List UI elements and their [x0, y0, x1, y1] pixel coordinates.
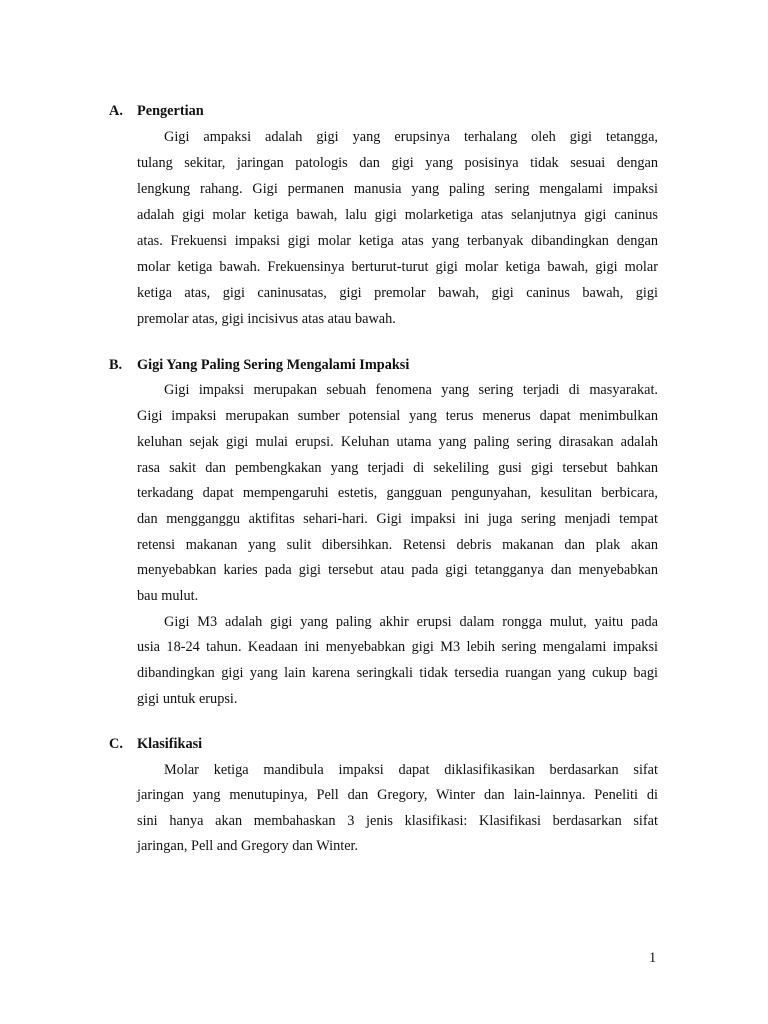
section-a-line: ketiga atas, gigi caninusatas, gigi premolar bawah, gigi caninus bawah, gigi — [137, 285, 658, 301]
section-b-line: usia 18-24 tahun. Keadaan ini menyebabkan gigi M3 lebih sering mengalami impaksi — [137, 639, 658, 655]
section-b-line: rasa sakit dan pembengkakan yang terjadi di sekeliling gusi gigi tersebut bahkan — [137, 460, 658, 476]
section-c-letter: C. — [109, 736, 123, 752]
section-b-line: retensi makanan yang sulit dibersihkan. Retensi debris makanan dan plak akan — [137, 537, 658, 553]
section-a-line: tulang sekitar, jaringan patologis dan gigi yang posisinya tidak sesuai dengan — [137, 155, 658, 171]
section-a-line: molar ketiga bawah. Frekuensinya berturut-turut gigi molar ketiga bawah, gigi molar — [137, 259, 658, 275]
section-b-line: Gigi impaksi merupakan sumber potensial yang terus menerus dapat menimbulkan — [137, 408, 658, 424]
section-a-line: atas. Frekuensi impaksi gigi molar ketiga atas yang terbanyak dibandingkan dengan — [137, 233, 658, 249]
section-a-line: adalah gigi molar ketiga bawah, lalu gigi molarketiga atas selanjutnya gigi caninus — [137, 207, 658, 223]
page-number: 1 — [649, 950, 657, 966]
section-b-line: dibandingkan gigi yang lain karena seringkali tidak tersedia ruangan yang cukup bagi — [137, 665, 658, 681]
section-b-line: dan mengganggu aktifitas sehari-hari. Gigi impaksi ini juga sering menjadi tempat — [137, 511, 658, 527]
section-c-line: Molar ketiga mandibula impaksi dapat diklasifikasikan berdasarkan sifat — [164, 762, 658, 778]
section-b-line: keluhan sejak gigi mulai erupsi. Keluhan utama yang paling sering dirasakan adalah — [137, 434, 658, 450]
section-c-title: Klasifikasi — [137, 736, 203, 752]
section-a-line: premolar atas, gigi incisivus atas atau bawah. — [137, 311, 396, 327]
section-b-line: menyebabkan karies pada gigi tersebut atau pada gigi tetangganya dan menyebabkan — [137, 562, 658, 578]
section-b-line: gigi untuk erupsi. — [137, 691, 238, 707]
section-c-line: jaringan, Pell and Gregory dan Winter. — [137, 838, 359, 854]
section-b-line: bau mulut. — [137, 588, 199, 604]
section-b-letter: B. — [109, 357, 123, 373]
section-a-line: Gigi ampaksi adalah gigi yang erupsinya terhalang oleh gigi tetangga, — [164, 129, 658, 145]
section-a-line: lengkung rahang. Gigi permanen manusia yang paling sering mengalami impaksi — [137, 181, 658, 197]
section-b-title: Gigi Yang Paling Sering Mengalami Impaksi — [137, 357, 410, 373]
section-c-line: sini hanya akan membahaskan 3 jenis klasifikasi: Klasifikasi berdasarkan sifat — [137, 813, 658, 829]
section-b-line: Gigi M3 adalah gigi yang paling akhir erupsi dalam rongga mulut, yaitu pada — [164, 614, 658, 630]
section-a-title: Pengertian — [137, 103, 204, 119]
section-a-letter: A. — [109, 103, 123, 119]
section-b-line: Gigi impaksi merupakan sebuah fenomena yang sering terjadi di masyarakat. — [164, 382, 658, 398]
section-c-line: jaringan yang menutupinya, Pell dan Gregory, Winter dan lain-lainnya. Peneliti di — [137, 787, 658, 803]
section-b-line: terkadang dapat mempengaruhi estetis, gangguan pengunyahan, kesulitan berbicara, — [137, 485, 658, 501]
